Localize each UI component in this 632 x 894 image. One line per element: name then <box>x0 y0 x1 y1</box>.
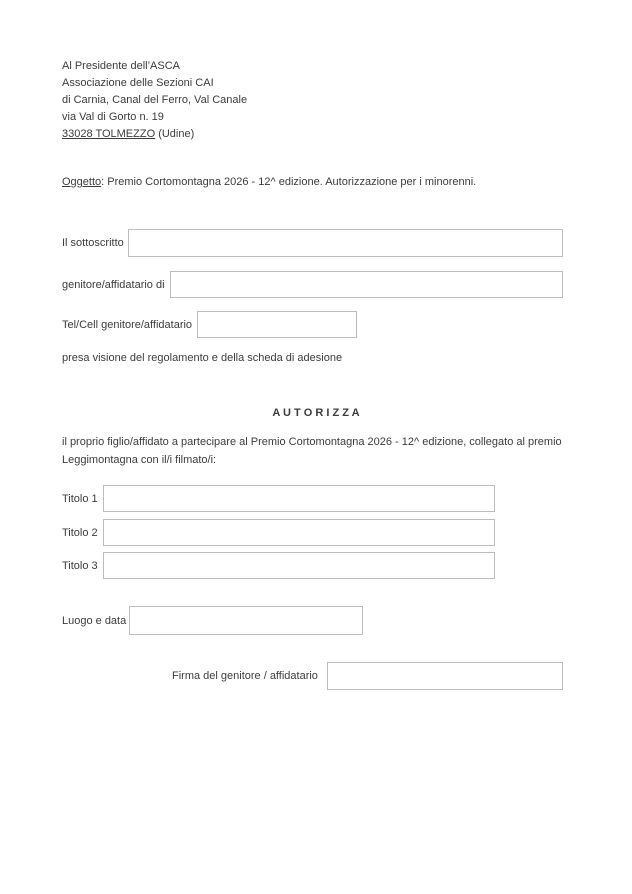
sottoscritto-label: Il sottoscritto <box>62 237 124 249</box>
autorizza-heading: A U T O R I Z Z A <box>272 407 360 419</box>
titolo3-input[interactable] <box>103 552 495 579</box>
address-line-1: Al Presidente dell’ASCA <box>62 60 181 72</box>
recipient-address <box>62 58 247 143</box>
address-line-3: di Carnia, Canal del Ferro, Val Canale <box>62 94 248 106</box>
genitore-label: genitore/affidatario di <box>62 278 165 291</box>
subject-text: : Premio Cortomontagna 2026 - 12^ edizione. Autorizzazione per i minorenni. <box>101 176 477 188</box>
province: (Udine) <box>155 128 195 140</box>
authorization-line-1: il proprio figlio/affidato a partecipare al Premio Cortomontagna 2026 - 12^ edizione, collegato al premio <box>62 436 562 448</box>
luogo-data-label: Luogo e data <box>62 614 127 627</box>
firma-input[interactable] <box>327 662 563 690</box>
address-line-4: via Val di Gorto n. 19 <box>62 111 164 123</box>
firma-label: Firma del genitore / affidatario <box>172 670 318 682</box>
titolo2-input[interactable] <box>103 519 495 546</box>
authorization-paragraph <box>62 433 562 469</box>
telcell-input[interactable] <box>197 311 357 338</box>
address-line-city <box>62 126 247 143</box>
titolo3-label: Titolo 3 <box>62 559 98 572</box>
presa-visione-text: presa visione del regolamento e della scheda di adesione <box>62 352 343 364</box>
titolo1-input[interactable] <box>103 485 495 512</box>
titolo2-label: Titolo 2 <box>62 526 98 539</box>
telcell-label: Tel/Cell genitore/affidatario <box>62 318 193 331</box>
luogo-data-input[interactable] <box>129 606 363 635</box>
postal-code-city: 33028 TOLMEZZO <box>62 128 156 140</box>
sottoscritto-input[interactable] <box>128 229 563 257</box>
subject-line <box>62 174 476 191</box>
genitore-input[interactable] <box>170 271 563 298</box>
subject-label: Oggetto <box>62 176 102 188</box>
titolo1-label: Titolo 1 <box>62 492 98 505</box>
authorization-line-2: Leggimontagna con il/i filmato/i: <box>62 454 217 466</box>
address-line-2: Associazione delle Sezioni CAI <box>62 77 214 89</box>
